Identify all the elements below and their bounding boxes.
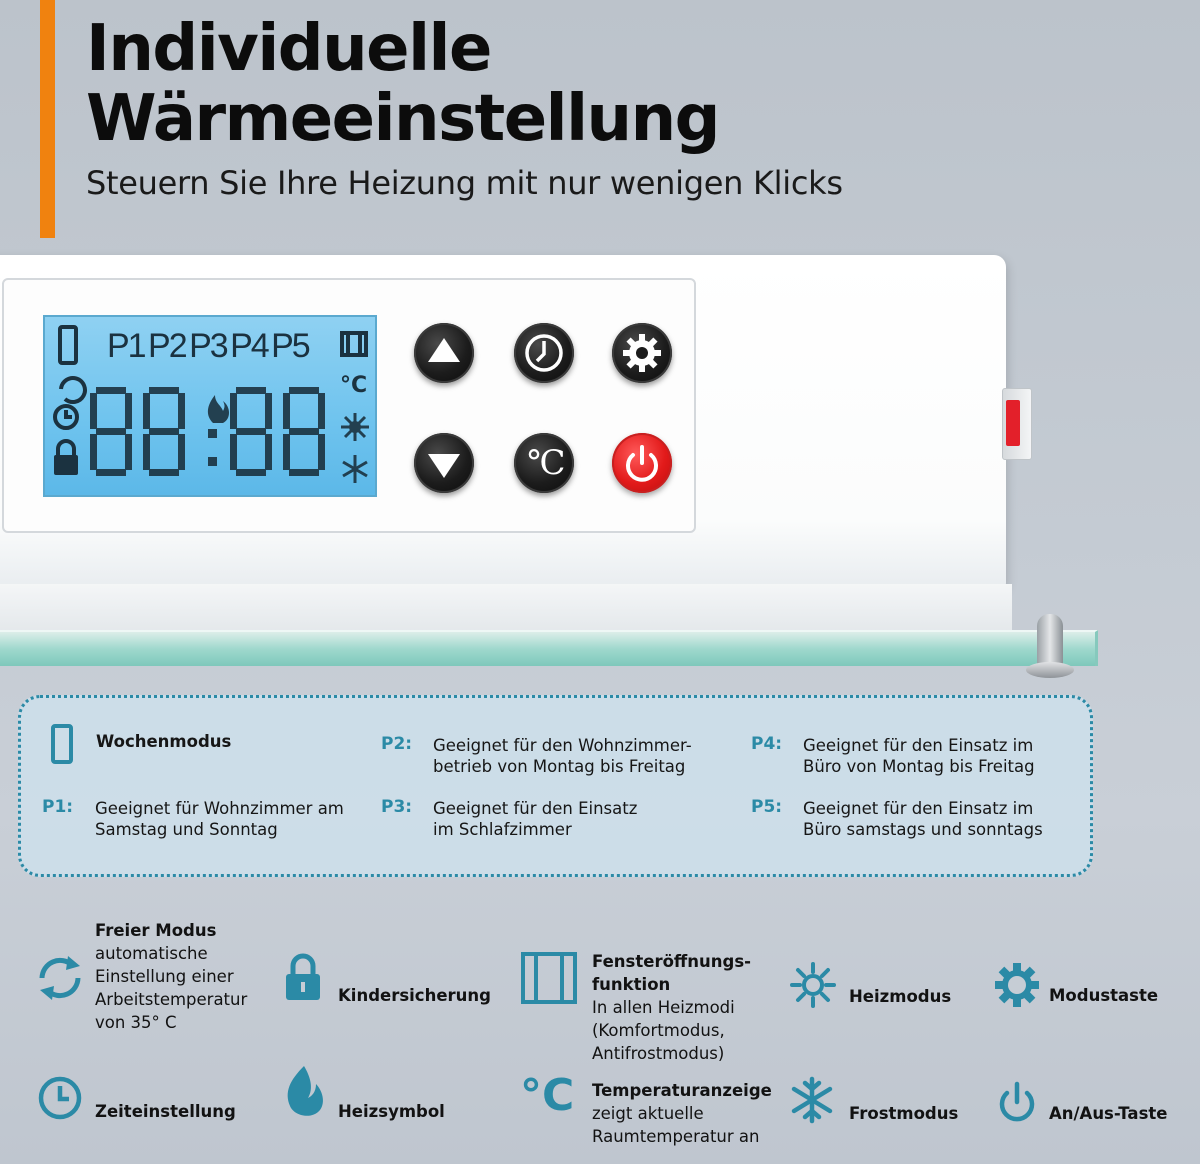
free-mode-label	[95, 919, 247, 1034]
temperature-display-title: Temperaturanzeige	[592, 1081, 772, 1100]
flame-icon	[282, 1064, 326, 1122]
lock-icon	[282, 952, 324, 1004]
program-code-p3: P3:	[381, 797, 413, 817]
heat-mode-label	[849, 985, 951, 1008]
mode-button[interactable]	[612, 323, 672, 383]
program-text-p4: Geeignet für den Einsatz im Büro von Montag bis Freitag	[803, 736, 1035, 776]
frost-mode-label	[849, 1102, 958, 1125]
clock-icon	[36, 1074, 84, 1122]
program-code-p2: P2:	[381, 734, 413, 754]
sun-icon	[790, 962, 836, 1008]
heat-symbol-label	[338, 1100, 445, 1123]
power-button[interactable]	[612, 433, 672, 493]
mode-key-label	[1049, 984, 1158, 1007]
clock-icon	[514, 323, 574, 383]
down-arrow-icon	[414, 433, 474, 493]
title-line-2: Wärmeeinstellung	[86, 82, 719, 156]
power-key-label	[1049, 1102, 1167, 1125]
up-button[interactable]	[414, 323, 474, 383]
gear-icon	[612, 323, 672, 383]
time-setting-label	[95, 1100, 236, 1123]
page-subtitle: Steuern Sie Ihre Heizung mit nur wenigen Klicks	[86, 164, 843, 202]
power-icon	[612, 433, 672, 493]
window-icon	[520, 950, 578, 1006]
child-lock-label	[338, 984, 491, 1007]
free-mode-title: Freier Modus	[95, 921, 217, 940]
temperature-display-desc: zeigt aktuelle Raumtemperatur an	[592, 1104, 760, 1146]
side-switch-indicator	[1006, 400, 1020, 446]
heater-lower-frame	[0, 584, 1012, 634]
accent-bar	[40, 0, 55, 238]
power-key-title: An/Aus-Taste	[1049, 1104, 1168, 1123]
up-arrow-icon	[414, 323, 474, 383]
glass-panel	[0, 630, 1098, 666]
power-icon	[996, 1080, 1038, 1126]
celsius-label: °C	[525, 443, 563, 483]
week-mode-icon	[48, 724, 78, 766]
gear-icon	[994, 962, 1040, 1008]
snowflake-icon	[788, 1076, 836, 1124]
window-function-desc: In allen Heizmodi (Komfortmodus, Antifrostmodus)	[592, 998, 735, 1063]
heat-mode-title: Heizmodus	[849, 987, 952, 1006]
free-mode-icon	[34, 952, 86, 1004]
time-setting-title: Zeiteinstellung	[95, 1102, 236, 1121]
child-lock-title: Kindersicherung	[338, 986, 491, 1005]
program-text-p2: Geeignet für den Wohnzimmer- betrieb von Montag bis Freitag	[433, 736, 692, 776]
window-function-title: Fensteröffnungs- funktion	[592, 952, 751, 994]
program-code-p4: P4:	[751, 734, 783, 754]
program-text-p3: Geeignet für den Einsatz im Schlafzimmer	[433, 799, 638, 839]
celsius-icon: °C	[520, 1070, 575, 1121]
temperature-display-label	[592, 1079, 772, 1148]
lcd-display	[43, 315, 377, 497]
frost-mode-title: Frostmodus	[849, 1104, 959, 1123]
program-legend-box	[18, 695, 1093, 877]
mode-key-title: Modustaste	[1049, 986, 1159, 1005]
page-title	[86, 14, 719, 154]
program-code-p1: P1:	[42, 797, 74, 817]
clock-button[interactable]	[514, 323, 574, 383]
lcd-program-labels: P1 P2 P3 P4 P5	[107, 327, 309, 365]
celsius-button[interactable]	[514, 433, 574, 493]
program-text-p5: Geeignet für den Einsatz im Büro samstags und sonntags	[803, 799, 1043, 839]
program-code-p5: P5:	[751, 797, 783, 817]
window-function-label	[592, 950, 751, 1065]
mount-bolt-cap	[1026, 662, 1074, 678]
heat-symbol-title: Heizsymbol	[338, 1102, 445, 1121]
lcd-unit: °C	[340, 373, 368, 398]
free-mode-desc: automatische Einstellung einer Arbeitstemperatur von 35° C	[95, 944, 248, 1032]
program-text-p1: Geeignet für Wohnzimmer am Samstag und Sonntag	[95, 799, 344, 839]
down-button[interactable]	[414, 433, 474, 493]
week-mode-label: Wochenmodus	[96, 732, 232, 751]
title-line-1: Individuelle	[86, 12, 491, 86]
